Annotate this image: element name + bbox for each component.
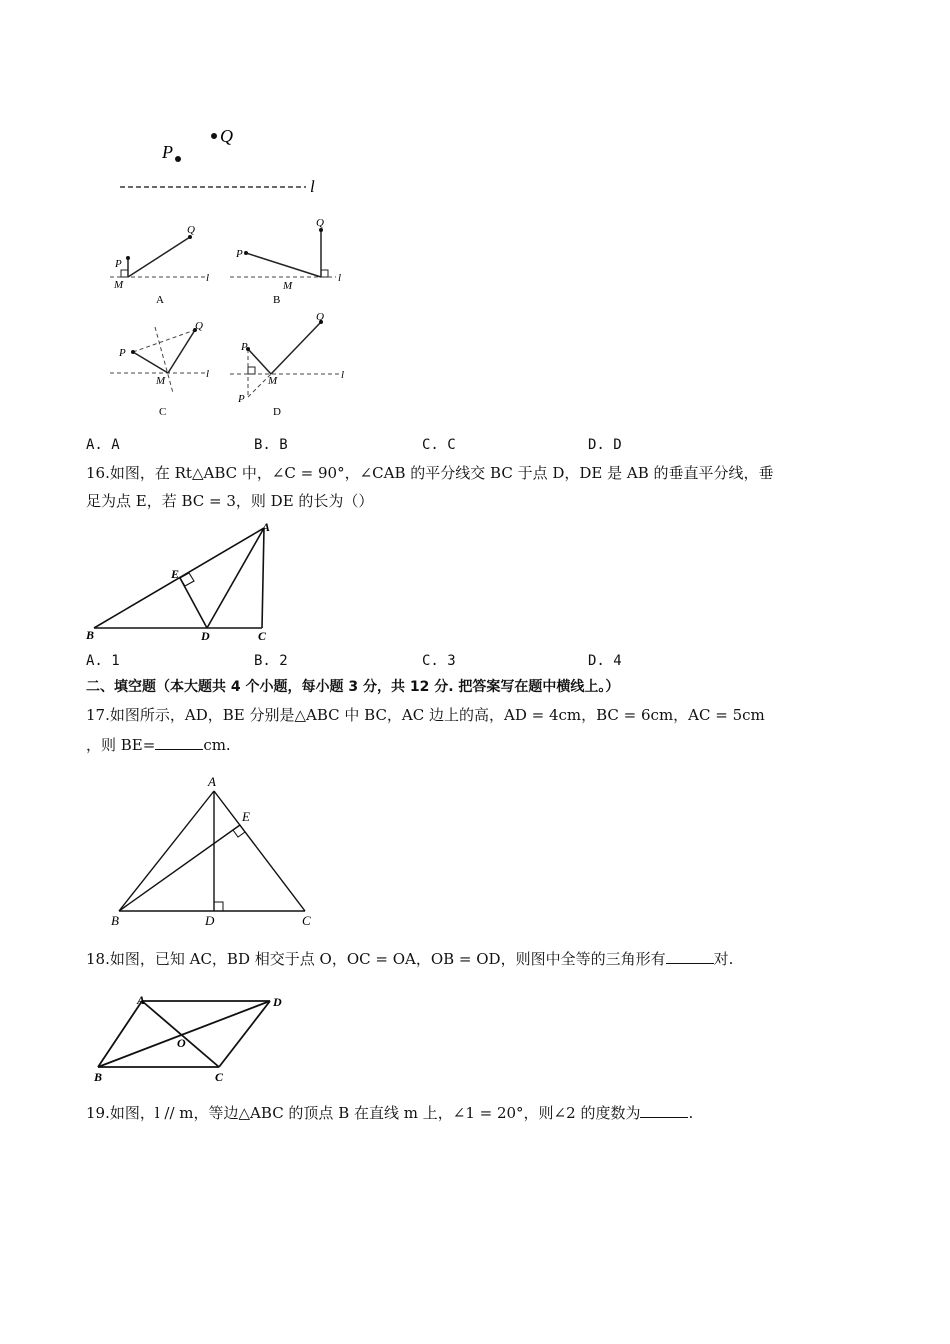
label-q: Q bbox=[187, 224, 195, 236]
q18-question bbox=[86, 948, 733, 970]
label-b: B bbox=[111, 913, 119, 928]
segment-mq bbox=[168, 330, 195, 373]
right-angle-mark bbox=[121, 270, 128, 277]
q15-option-a: A. A bbox=[86, 437, 120, 453]
label-a: A bbox=[262, 520, 271, 534]
q17-text-pre: ，则 BE= bbox=[86, 736, 156, 754]
label-l: l bbox=[206, 272, 210, 284]
q19-question bbox=[86, 1102, 693, 1124]
point-p bbox=[131, 350, 135, 354]
q16-question-line2: 足为点 E，若 BC = 3，则 DE 的长为（） bbox=[86, 492, 374, 510]
point-q bbox=[211, 133, 217, 139]
q15-figure-b bbox=[228, 212, 353, 310]
diagonal-ac bbox=[142, 1001, 219, 1067]
q16-option-a: A. 1 bbox=[86, 653, 120, 669]
label-q: Q bbox=[195, 320, 203, 332]
q16-question-line1: 16.如图，在 Rt△ABC 中，∠C = 90°，∠CAB 的平分线交 BC 于点 D，DE 是 AB 的垂直平分线，垂 bbox=[86, 464, 774, 482]
label-c: C bbox=[215, 1070, 224, 1084]
label-c: C bbox=[258, 629, 267, 643]
q16-option-b: B. 2 bbox=[254, 653, 288, 669]
label-d: D bbox=[201, 629, 210, 643]
altitude-be bbox=[119, 825, 240, 911]
right-angle-mark bbox=[321, 270, 328, 277]
label-m: M bbox=[283, 280, 293, 292]
label-d: D bbox=[205, 913, 215, 928]
label-l: l bbox=[206, 368, 210, 380]
label-m: M bbox=[268, 375, 278, 387]
label-d: D bbox=[273, 995, 282, 1009]
q16-figure bbox=[84, 520, 284, 646]
segment-pq-dashed bbox=[133, 330, 195, 352]
label-p: P bbox=[236, 248, 243, 260]
segment-mq bbox=[128, 237, 190, 277]
right-angle-mark bbox=[180, 573, 194, 586]
side-ab bbox=[98, 1001, 142, 1067]
q15-figure-c bbox=[105, 315, 220, 420]
caption-a: A bbox=[156, 294, 164, 306]
label-b: B bbox=[94, 1070, 103, 1084]
side-ac bbox=[262, 528, 264, 628]
caption-c: C bbox=[159, 406, 167, 418]
q17-question-line2 bbox=[86, 734, 231, 756]
label-e: E bbox=[171, 567, 180, 581]
q15-option-d: D. D bbox=[588, 437, 622, 453]
label-p-prime: P bbox=[238, 393, 245, 405]
label-a: A bbox=[137, 993, 146, 1007]
label-q: Q bbox=[316, 311, 324, 323]
segment-pm bbox=[246, 253, 321, 277]
side-ab bbox=[119, 791, 214, 911]
caption-d: D bbox=[273, 406, 281, 418]
label-l: l bbox=[338, 272, 342, 284]
q15-main-figure bbox=[110, 120, 330, 200]
point-p bbox=[126, 256, 130, 260]
q16-option-d: D. 4 bbox=[588, 653, 622, 669]
label-p: P bbox=[162, 142, 173, 162]
caption-b: B bbox=[273, 294, 281, 306]
segment-pm bbox=[248, 349, 271, 374]
q19-answer-blank[interactable] bbox=[640, 1102, 688, 1118]
q19-text-post: . bbox=[688, 1104, 694, 1122]
label-l: l bbox=[341, 369, 345, 381]
q17-answer-blank[interactable] bbox=[155, 734, 203, 750]
label-p: P bbox=[241, 341, 248, 353]
segment-mq bbox=[271, 322, 321, 374]
side-ac bbox=[214, 791, 305, 911]
point-p bbox=[244, 251, 248, 255]
label-q: Q bbox=[220, 126, 233, 146]
label-o: O bbox=[177, 1036, 186, 1050]
label-b: B bbox=[86, 628, 95, 642]
q18-text-post: 对. bbox=[713, 950, 734, 968]
q16-option-c: C. 3 bbox=[422, 653, 456, 669]
right-angle-mark-e bbox=[233, 825, 245, 837]
segment-ad bbox=[207, 528, 264, 628]
label-m: M bbox=[156, 375, 166, 387]
label-a: A bbox=[208, 774, 216, 789]
q18-answer-blank[interactable] bbox=[666, 948, 714, 964]
q17-text-post: cm. bbox=[203, 736, 231, 754]
q17-figure bbox=[105, 772, 330, 932]
q17-question-line1: 17.如图所示，AD，BE 分别是△ABC 中 BC，AC 边上的高，AD = 4cm，BC = 6cm，AC = 5cm bbox=[86, 706, 765, 724]
q15-figure-d bbox=[228, 308, 353, 420]
q15-option-c: C. C bbox=[422, 437, 456, 453]
label-q: Q bbox=[316, 217, 324, 229]
label-e: E bbox=[242, 809, 250, 824]
label-c: C bbox=[302, 913, 311, 928]
label-p: P bbox=[115, 258, 122, 270]
label-p: P bbox=[119, 347, 126, 359]
right-angle-mark-d bbox=[214, 902, 223, 911]
q15-option-b: B. B bbox=[254, 437, 288, 453]
section-heading: 二、填空题（本大题共 4 个小题，每小题 3 分，共 12 分. 把答案写在题中横线上。） bbox=[86, 679, 620, 695]
q18-figure bbox=[88, 990, 303, 1090]
label-l: l bbox=[310, 177, 315, 196]
label-m: M bbox=[114, 279, 124, 291]
q18-text-pre: 18.如图，已知 AC，BD 相交于点 O，OC = OA，OB = OD，则图中全等的三角形有 bbox=[86, 950, 666, 968]
q15-figure-a bbox=[105, 220, 220, 310]
q19-text-pre: 19.如图，l // m，等边△ABC 的顶点 B 在直线 m 上，∠1 = 20°，则∠2 的度数为 bbox=[86, 1104, 641, 1122]
point-p bbox=[175, 156, 181, 162]
right-angle-mark bbox=[248, 367, 255, 374]
